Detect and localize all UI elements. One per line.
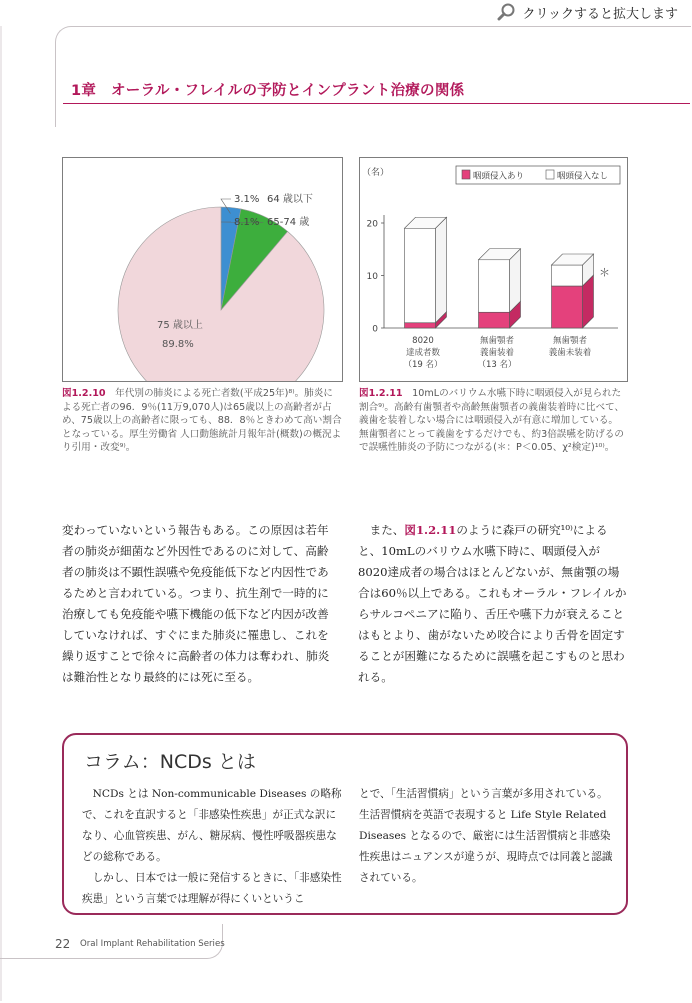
bar-chart	[360, 158, 627, 381]
bar-category-label-0-1: 達成者数	[405, 348, 441, 358]
bar-unit-label: （名）	[362, 168, 390, 178]
pie-value-label-2: 89.8%	[162, 339, 194, 350]
chapter-divider	[63, 103, 690, 104]
bar-y-tick-label-1: 10	[366, 272, 378, 282]
bar-segment-1-0	[479, 312, 510, 328]
column-text-left: NCDs とは Non-communicable Diseases の略称で、これを直訳すると「非感染性疾患」が正式な訳になり、心血管疾患、がん、糖尿病、慢性呼吸器疾患などの総称である。 しかし、日本では一般に発信するときに、「非感染性疾患」という言葉では理解が得にくいというこ	[82, 788, 342, 905]
zoom-label[interactable]: クリックすると拡大します	[522, 6, 678, 22]
bar-side-0-1	[436, 217, 447, 323]
bar-segment-1-1	[479, 260, 510, 313]
top-bar	[0, 0, 692, 26]
bar-y-tick-label-0: 0	[372, 324, 378, 335]
body-text-left: 変わっていないという報告もある。この原因は若年者の肺炎が細菌など外因性であるのに対して、高齢者の肺炎は不顕性誤嚥や免疫能低下など内因性であるためと言われている。つまり、抗生剤で一時的に治療しても免疫能や嚥下機能の低下など内因が改善していなければ、すぐにまた肺炎に罹患し、これを繰り返すことで徐々に高齢者の体力は奪われ、肺炎は難治性となり最終的には死に至る。	[62, 523, 330, 684]
bar-legend-label-0: 咽頭侵入あり	[473, 171, 525, 182]
bar-category-label-1-0: 無歯顎者	[479, 336, 515, 346]
body-text-right-post: のように森戸の研究¹⁰⁾によると、10mLのバリウム水嚥下時に、咽頭侵入が8020達成者の場合はほとんどないが、無歯顎の場合は60％以上である。これもオーラル・フレイルからサルコペニアに陥り、舌圧や嚥下力が衰えることはもとより、歯がないため咬合により舌骨を固定することが困難になるために誤嚥を起こすものと思われる。	[358, 523, 627, 684]
bar-category-label-0-2: （19 名）	[403, 360, 443, 370]
bar-category-label-1-1: 義歯装着	[479, 348, 515, 358]
pie-category-label-1: 65-74 歳	[267, 217, 310, 228]
figure-label-2: 図1.2.11	[359, 388, 403, 399]
page-number: 22	[55, 937, 71, 951]
bar-legend-swatch-0	[462, 170, 470, 179]
bar-group-2	[552, 254, 594, 328]
figure-caption-2	[359, 387, 627, 455]
figure-caption-text-2: 10mLのバリウム水嚥下時に咽頭侵入が見られた割合⁹⁾。高齢有歯顎者や高齢無歯顎者の義歯装着時に比べて、義歯を装着しない場合には咽頭侵入が有意に増加している。無歯顎者にとって義歯をするだけでも、約3倍誤嚥を防げるので誤嚥性肺炎の予防につながる(＊：P＜0.05、χ²検定)¹⁰⁾。	[359, 388, 625, 454]
column-text-right: とで、「生活習慣病」という言葉が多用されている。生活習慣病を英語で表現すると Life Style Related Diseases となるので、厳密には生活習慣病と非感染性疾患はニュアンスが違うが、現時点では同義と認識されている。	[359, 788, 613, 884]
zoom-hint[interactable]	[497, 2, 678, 22]
column-box	[62, 733, 628, 915]
bar-group-0	[405, 217, 447, 328]
page	[0, 26, 690, 1001]
magnifier-icon	[497, 2, 517, 22]
pie-value-label-1: 8.1%	[234, 217, 260, 228]
column-title: コラム：NCDs とは	[84, 751, 256, 773]
bar-category-label-0-0: 8020	[412, 336, 434, 346]
body-text-right	[358, 520, 628, 688]
pie-chart	[63, 158, 342, 381]
bar-segment-2-1	[552, 265, 583, 286]
pie-category-label-0: 64 歳以下	[267, 194, 313, 205]
pie-slice-2	[118, 207, 324, 381]
bar-segment-0-0	[405, 323, 436, 328]
bar-legend	[456, 166, 620, 184]
figure-caption-text-1: 年代別の肺炎による死亡者数(平成25年)⁸⁾。肺炎による死亡者の96．9％(11万9,070人)は65歳以上の高齢者が占め、75歳以上の高齢者に限っても、88．8％ときわめて高い割合となっている。厚生労働省 人口動態統計月報年計(概数)の概況より引用・改変⁹⁾。	[62, 388, 342, 454]
pie-category-label-2: 75 歳以上	[157, 320, 203, 331]
page-frame	[55, 26, 691, 127]
bar-y-tick-label-2: 20	[366, 219, 378, 230]
figure-caption-1	[62, 387, 342, 455]
page-edge	[0, 26, 2, 1001]
chapter-title: 1章 オーラル・フレイルの予防とインプラント治療の関係	[71, 83, 465, 99]
bar-legend-swatch-1	[546, 170, 554, 179]
bar-category-label-1-2: （13 名）	[477, 360, 517, 370]
bar-segment-0-1	[405, 228, 436, 323]
bar-category-label-2-1: 義歯未装着	[548, 348, 592, 358]
series-title: Oral Implant Rehabilitation Series	[80, 939, 225, 949]
body-text-right-pre: また、	[358, 523, 405, 537]
figure-bar-box	[359, 157, 628, 382]
pie-value-label-0: 3.1%	[234, 194, 260, 205]
figure-pie-box	[62, 157, 343, 382]
bar-group-1	[479, 249, 521, 328]
figure-label-1: 図1.2.10	[62, 388, 106, 399]
bar-segment-2-0	[552, 286, 583, 328]
bar-category-label-2-0: 無歯顎者	[552, 336, 588, 346]
figure-reference-link[interactable]: 図1.2.11	[404, 523, 457, 537]
bar-significance-mark: ＊	[599, 266, 610, 279]
bar-legend-label-1: 咽頭侵入なし	[557, 171, 609, 182]
